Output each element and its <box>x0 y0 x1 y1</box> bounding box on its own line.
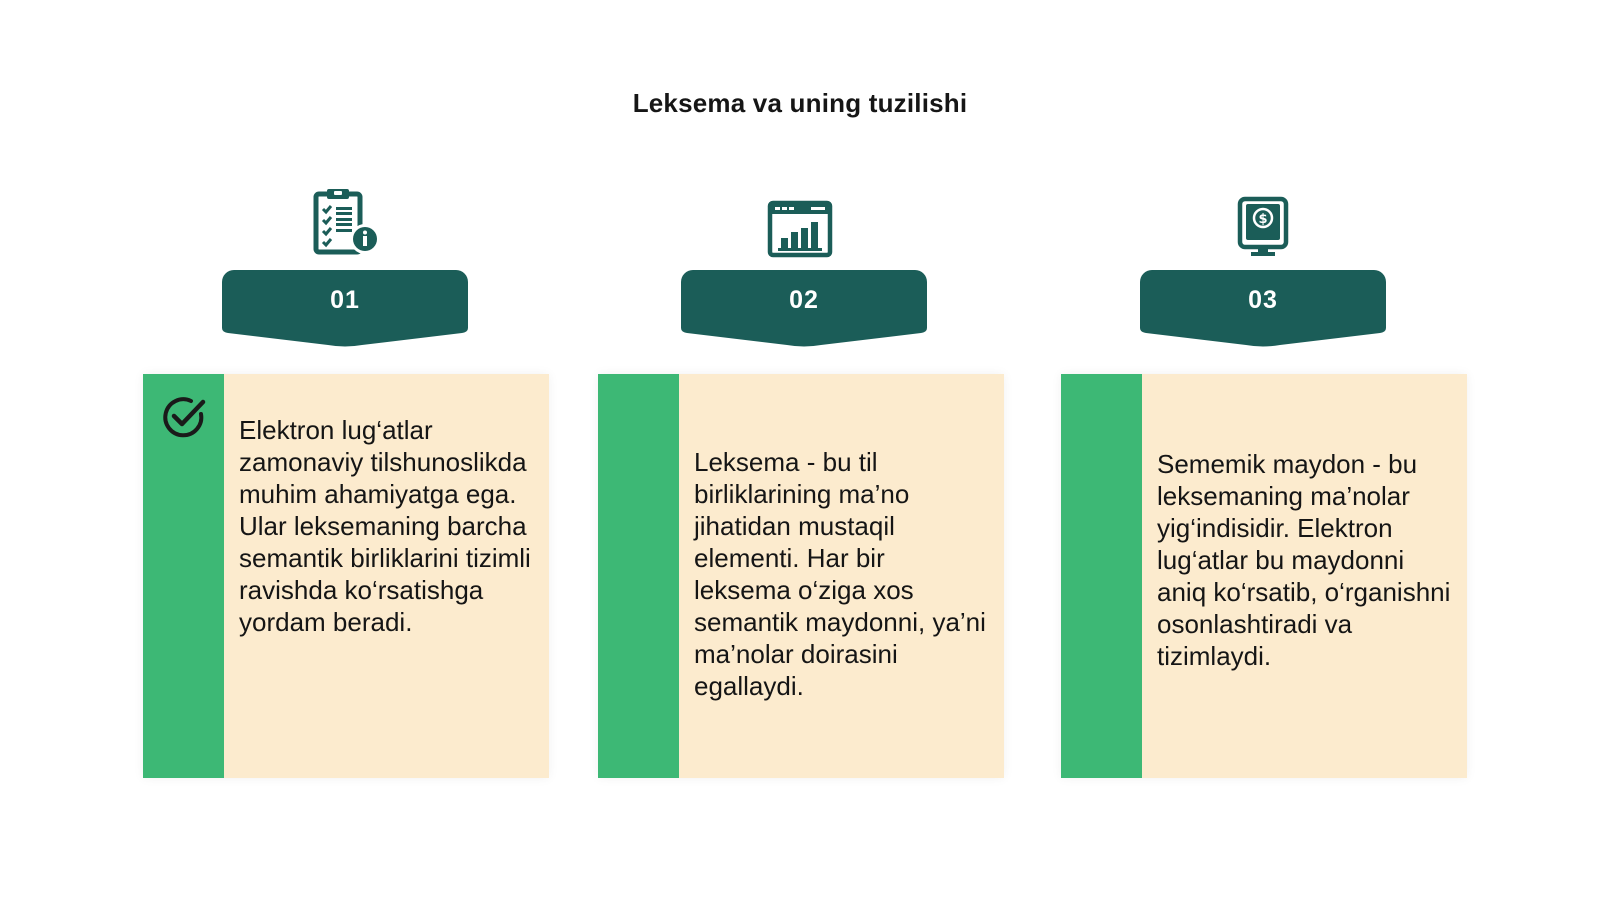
svg-text:$: $ <box>1258 212 1268 227</box>
step-text: Sememik maydon - bu leksemaning ma’nolar yig‘indisidir. Elektron lug‘atlar bu maydonni aniq ko‘rsatib, o‘rganishni osonlashtiradi va tizimlaydi. <box>1157 449 1451 671</box>
clipboard-info-icon <box>312 188 382 258</box>
step-card-01 <box>143 374 549 778</box>
check-circle-icon <box>161 394 207 445</box>
page-title: Leksema va uning tuzilishi <box>632 88 968 118</box>
bar-chart-window-icon <box>767 200 833 258</box>
accent-bar <box>1061 374 1142 778</box>
step-number: 01 <box>330 286 360 314</box>
step-badge-01 <box>222 270 468 348</box>
step-card-02 <box>598 374 1004 778</box>
step-number: 02 <box>789 286 819 314</box>
step-text: Elektron lug‘atlar zamonaviy tilshunoslikda muhim ahamiyatga ega. Ular leksemaning barcha semantik birliklarini tizimli ravishda ko‘rsatishga yordam beradi. <box>239 415 531 637</box>
step-badge-02 <box>681 270 927 348</box>
step-number: 03 <box>1248 286 1278 314</box>
dollar-monitor-icon <box>1237 196 1289 258</box>
accent-bar <box>598 374 679 778</box>
step-card-03 <box>1061 374 1467 778</box>
step-badge-03 <box>1140 270 1386 348</box>
step-text: Leksema - bu til birliklarining ma’no jihatidan mustaqil elementi. Har bir leksema o‘ziga xos semantik maydonni, ya’ni ma’nolar doirasini egallaydi. <box>694 447 986 701</box>
